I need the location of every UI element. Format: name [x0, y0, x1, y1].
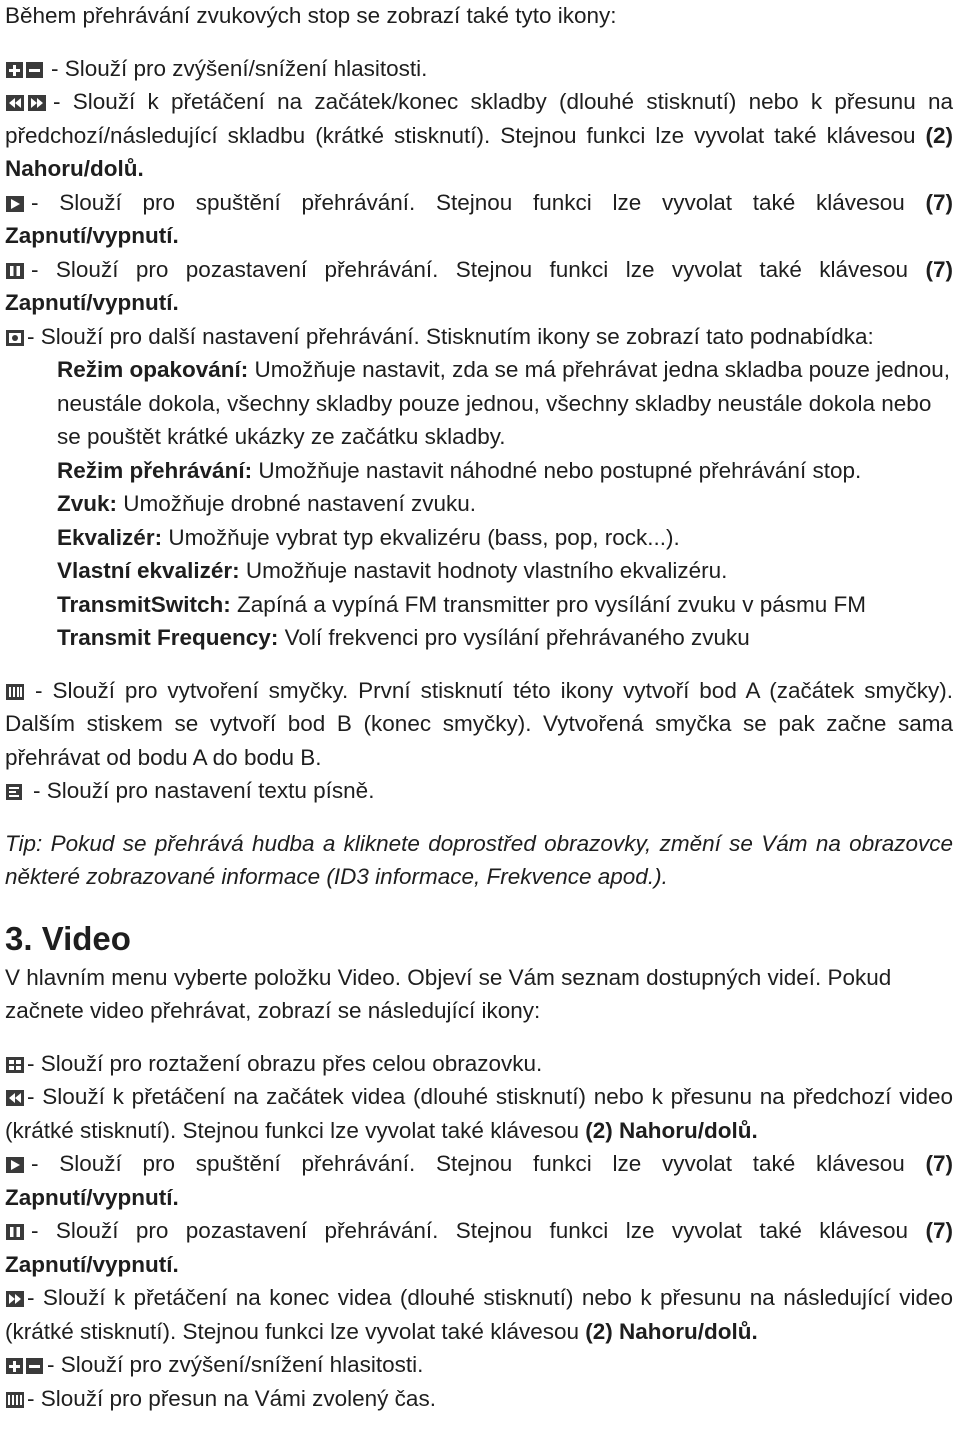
video-pause-text: - Slouží pro pozastavení přehrávání. Stejnou funkci lze vyvolat také klávesou	[31, 1218, 909, 1243]
video-pause-key: (7) Zapnutí/vypnutí.	[5, 1218, 953, 1277]
video-heading: 3. Video	[5, 919, 131, 957]
settings-submenu	[5, 353, 953, 655]
audio-play-text: - Slouží pro spuštění přehrávání. Stejnou funkci lze vyvolat také klávesou	[31, 189, 905, 215]
audio-seek-key: (2) Nahoru/dolů.	[5, 122, 953, 181]
video-rewind-text: - Slouží k přetáčení na začátek videa (dlouhé stisknutí) nebo k přesunu na předchozí video (krátké stisknutí). Stejnou funkci lze vyvolat také klávesou	[5, 1084, 953, 1143]
audio-pause-text: - Slouží pro pozastavení přehrávání. Stejnou funkci lze vyvolat také klávesou	[31, 256, 909, 282]
submenu-item	[57, 588, 953, 622]
video-play-line	[5, 1147, 953, 1214]
submenu-item-label: Transmit Frequency:	[57, 625, 279, 650]
submenu-item-text: Umožňuje nastavit náhodné nebo postupné přehrávání stop.	[252, 457, 862, 483]
audio-volume-text: - Slouží pro zvýšení/snížení hlasitosti.	[51, 55, 428, 81]
video-rewind-line	[5, 1080, 953, 1147]
fast-forward-icon	[5, 1290, 25, 1308]
submenu-item-label: Režim přehrávání:	[57, 457, 253, 483]
tip-note: Tip: Pokud se přehrává hudba a kliknete doprostřed obrazovky, změní se Vám na obrazovce některé zobrazované informace (ID3 informace, Frekvence apod.).	[5, 830, 953, 889]
video-volume-text: - Slouží pro zvýšení/snížení hlasitosti.	[47, 1352, 424, 1377]
pause-icon	[5, 262, 25, 280]
submenu-item-label: Ekvalizér:	[57, 524, 163, 550]
submenu-item-label: Režim opakování:	[57, 357, 249, 382]
pause-icon	[5, 1223, 25, 1241]
submenu-item	[57, 353, 953, 454]
submenu-item-text: Zapíná a vypíná FM transmitter pro vysílání zvuku v pásmu FM	[230, 591, 867, 617]
video-rewind-key: (2) Nahoru/dolů.	[585, 1117, 758, 1143]
ab-loop-icon	[5, 683, 25, 701]
submenu-item-label: Vlastní ekvalizér:	[57, 558, 240, 583]
submenu-item-text: Umožňuje drobné nastavení zvuku.	[117, 491, 476, 516]
audio-loop-text: - Slouží pro vytvoření smyčky. První stisknutí této ikony vytvoří bod A (začátek smyčky). Dalším stiskem se vytvoří bod B (konec smyčky). Vytvořená smyčka se pak začne sama přehrávat od bodu A do bodu B.	[5, 677, 953, 770]
video-seekbar-line	[5, 1382, 953, 1416]
submenu-item-label: Zvuk:	[57, 491, 118, 516]
audio-play-line	[5, 186, 953, 253]
plus-minus-icon	[5, 61, 45, 79]
document-page	[5, 0, 953, 1415]
submenu-item	[57, 621, 953, 655]
audio-settings-line	[5, 320, 953, 354]
lyrics-icon	[5, 783, 23, 801]
plus-minus-icon	[5, 1357, 45, 1375]
play-icon	[5, 1156, 25, 1174]
time-seek-icon	[5, 1391, 25, 1409]
audio-lyrics-text: - Slouží pro nastavení textu písně.	[33, 778, 375, 803]
audio-seek-line	[5, 85, 953, 186]
audio-settings-text: - Slouží pro další nastavení přehrávání. Stisknutím ikony se zobrazí tato podnabídka:	[27, 323, 874, 349]
audio-lyrics-line	[5, 774, 953, 808]
submenu-item	[57, 454, 953, 488]
submenu-item-text: Volí frekvenci pro vysílání přehrávaného zvuku	[278, 625, 750, 650]
audio-pause-line	[5, 253, 953, 320]
play-icon	[5, 195, 25, 213]
rewind-icon	[5, 1089, 25, 1107]
video-seekbar-text: - Slouží pro přesun na Vámi zvolený čas.	[27, 1385, 436, 1411]
audio-seek-text: - Slouží k přetáčení na začátek/konec skladby (dlouhé stisknutí) nebo k přesunu na předchozí/následující skladbu (krátké stisknutí). Stejnou funkci lze vyvolat také klávesou	[5, 89, 953, 148]
submenu-item-text: Umožňuje nastavit hodnoty vlastního ekvalizéru.	[239, 558, 728, 583]
audio-loop-line	[5, 674, 953, 775]
video-pause-line	[5, 1214, 953, 1281]
submenu-item	[57, 521, 953, 555]
audio-pause-key: (7) Zapnutí/vypnutí.	[5, 256, 953, 315]
audio-volume-line	[5, 52, 953, 86]
submenu-item-text: Umožňuje vybrat typ ekvalizéru (bass, pop, rock...).	[162, 524, 680, 550]
rewind-forward-icon	[5, 94, 47, 112]
submenu-item	[57, 487, 953, 521]
video-forward-key: (2) Nahoru/dolů.	[585, 1318, 758, 1344]
submenu-item-text: Umožňuje nastavit, zda se má přehrávat jedna skladba pouze jednou, neustále dokola, všechny skladby pouze jednou, všechny skladby neustále dokola nebo se pouštět krátké ukázky ze začátku skladby.	[57, 357, 950, 449]
submenu-item	[57, 554, 953, 588]
video-stretch-line	[5, 1047, 953, 1081]
video-volume-line	[5, 1348, 953, 1382]
video-stretch-text: - Slouží pro roztažení obrazu přes celou obrazovku.	[27, 1050, 543, 1076]
settings-icon	[5, 329, 25, 347]
audio-intro: Během přehrávání zvukových stop se zobrazí také tyto ikony:	[5, 3, 617, 28]
video-forward-line	[5, 1281, 953, 1348]
video-play-key: (7) Zapnutí/vypnutí.	[5, 1151, 953, 1210]
video-play-text: - Slouží pro spuštění přehrávání. Stejnou funkci lze vyvolat také klávesou	[31, 1151, 905, 1176]
stretch-icon	[5, 1056, 25, 1074]
video-intro: V hlavním menu vyberte položku Video. Objeví se Vám seznam dostupných videí. Pokud začnete video přehrávat, zobrazí se následující ikony:	[5, 964, 892, 1023]
video-forward-text: - Slouží k přetáčení na konec videa (dlouhé stisknutí) nebo k přesunu na následující video (krátké stisknutí). Stejnou funkci lze vyvolat také klávesou	[5, 1285, 953, 1344]
submenu-item-label: TransmitSwitch:	[57, 591, 231, 617]
audio-play-key: (7) Zapnutí/vypnutí.	[5, 189, 953, 248]
